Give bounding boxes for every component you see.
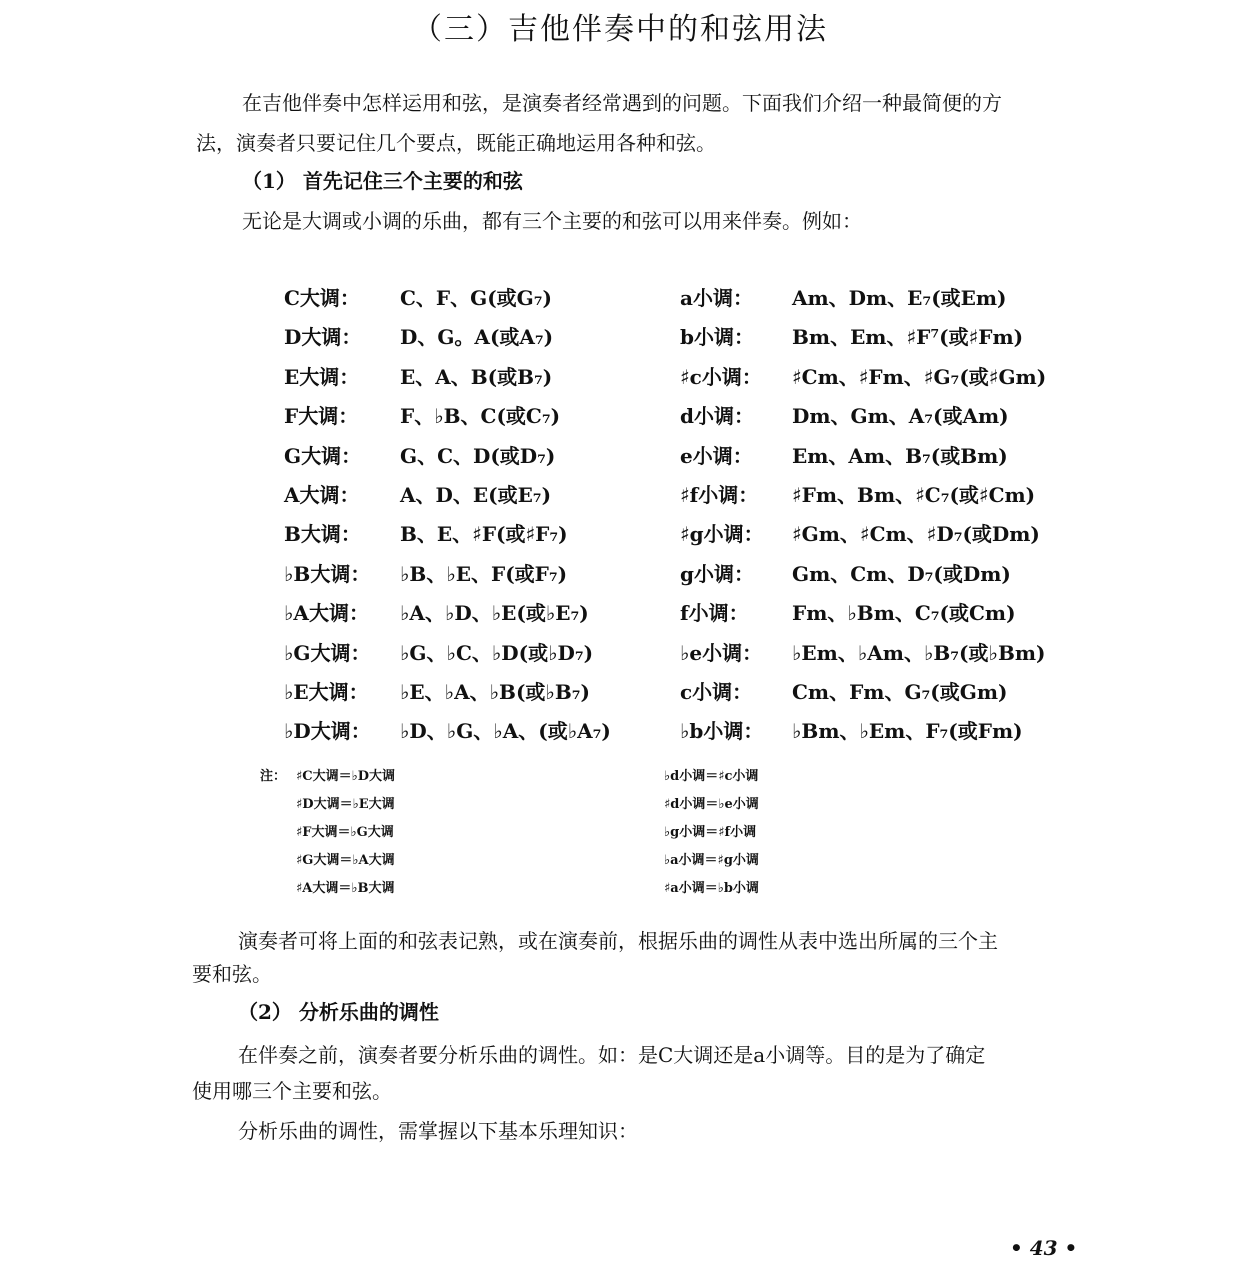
note-label: 注： xyxy=(260,769,287,784)
minor-key-cell: e小调： xyxy=(680,443,753,468)
major-chords-cell: ♭B、♭E、F(或F₇) xyxy=(400,561,568,586)
major-key-cell: D大调： xyxy=(284,325,362,350)
minor-chords-cell: ♭Bm、♭Em、F₇(或Fm) xyxy=(792,719,1023,744)
minor-chords-cell: ♭Em、♭Am、♭B₇(或♭Bm) xyxy=(792,640,1046,665)
minor-chords-cell: Dm、Gm、A₇(或Am) xyxy=(792,404,1009,429)
intro-paragraph-line-2: 法，演奏者只要记住几个要点，既能正确地运用各种和弦。 xyxy=(196,131,716,155)
minor-key-cell: d小调： xyxy=(680,404,754,429)
note-left-item: ♯G大调＝♭A大调 xyxy=(296,853,395,868)
section-2-line-2: 使用哪三个主要和弦。 xyxy=(192,1079,392,1103)
major-chords-cell: A、D、E(或E₇) xyxy=(400,483,552,507)
after-table-line-1: 演奏者可将上面的和弦表记熟，或在演奏前，根据乐曲的调性从表中选出所属的三个主 xyxy=(238,929,998,953)
note-left-item: ♯D大调＝♭E大调 xyxy=(296,797,395,812)
note-left-item: ♯C大调＝♭D大调 xyxy=(296,769,396,784)
major-chords-cell: D、G。A(或A₇) xyxy=(400,325,554,350)
minor-key-cell: ♯g小调： xyxy=(680,522,764,547)
minor-key-cell: ♭b小调： xyxy=(680,719,764,744)
note-right-item: ♭a小调＝♯g小调 xyxy=(664,853,759,868)
minor-chords-cell: Cm、Fm、G₇(或Gm) xyxy=(792,680,1008,704)
major-key-cell: ♭G大调： xyxy=(284,640,371,665)
minor-chords-cell: Fm、♭Bm、C₇(或Cm) xyxy=(792,601,1016,626)
major-key-cell: F大调： xyxy=(284,404,359,429)
section-1-text: 无论是大调或小调的乐曲，都有三个主要的和弦可以用来伴奏。例如： xyxy=(242,209,862,233)
section-2-line-1: 在伴奏之前，演奏者要分析乐曲的调性。如：是C大调还是a小调等。目的是为了确定 xyxy=(238,1043,986,1067)
major-key-cell: C大调： xyxy=(284,286,360,310)
major-chords-cell: ♭G、♭C、♭D(或♭D₇) xyxy=(400,640,594,665)
minor-key-cell: g小调： xyxy=(680,561,754,586)
minor-key-cell: f小调： xyxy=(680,601,749,626)
note-left-item: ♯A大调＝♭B大调 xyxy=(296,881,395,896)
major-chords-cell: ♭A、♭D、♭E(或♭E₇) xyxy=(400,601,589,626)
page-number: • 43 • xyxy=(1010,1236,1078,1260)
section-1-heading: （1） 首先记住三个主要的和弦 xyxy=(242,169,523,193)
major-key-cell: G大调： xyxy=(284,443,362,468)
minor-chords-cell: Gm、Cm、D₇(或Dm) xyxy=(792,561,1011,586)
major-chords-cell: ♭D、♭G、♭A、(或♭A₇) xyxy=(400,719,611,744)
after-table-line-2: 要和弦。 xyxy=(192,962,272,986)
minor-key-cell: ♯f小调： xyxy=(680,483,759,507)
minor-key-cell: b小调： xyxy=(680,325,754,350)
major-chords-cell: G、C、D(或D₇) xyxy=(400,443,556,468)
major-key-cell: ♭A大调： xyxy=(284,601,369,626)
note-left-item: ♯F大调＝♭G大调 xyxy=(296,825,394,840)
major-key-cell: ♭B大调： xyxy=(284,561,371,586)
major-chords-cell: C、F、G(或G₇) xyxy=(400,286,552,310)
major-key-cell: E大调： xyxy=(284,364,360,389)
major-key-cell: ♭D大调： xyxy=(284,719,371,744)
major-key-cell: ♭E大调： xyxy=(284,680,369,704)
note-right-item: ♭d小调＝♯c小调 xyxy=(664,769,759,784)
minor-chords-cell: Bm、Em、♯F⁷(或♯Fm) xyxy=(792,325,1024,350)
minor-chords-cell: Am、Dm、E₇(或Em) xyxy=(792,286,1007,310)
minor-chords-cell: Em、Am、B₇(或Bm) xyxy=(792,443,1008,468)
minor-chords-cell: ♯Cm、♯Fm、♯G₇(或♯Gm) xyxy=(792,364,1047,389)
major-chords-cell: B、E、♯F(或♯F₇) xyxy=(400,522,568,547)
intro-paragraph-line-1: 在吉他伴奏中怎样运用和弦，是演奏者经常遇到的问题。下面我们介绍一种最简便的方 xyxy=(242,91,1002,115)
note-right-item: ♭g小调＝♯f小调 xyxy=(664,825,757,840)
minor-key-cell: a小调： xyxy=(680,286,753,310)
major-key-cell: B大调： xyxy=(284,522,361,547)
minor-chords-cell: ♯Fm、Bm、♯C₇(或♯Cm) xyxy=(792,483,1036,507)
section-2-heading: （2） 分析乐曲的调性 xyxy=(238,1000,439,1024)
section-2-text-2: 分析乐曲的调性，需掌握以下基本乐理知识： xyxy=(238,1119,638,1143)
minor-key-cell: ♭e小调： xyxy=(680,640,763,665)
major-chords-cell: ♭E、♭A、♭B(或♭B₇) xyxy=(400,680,590,704)
major-key-cell: A大调： xyxy=(284,483,360,507)
page-title: （三）吉他伴奏中的和弦用法 xyxy=(412,12,828,47)
minor-key-cell: c小调： xyxy=(680,680,753,704)
minor-chords-cell: ♯Gm、♯Cm、♯D₇(或Dm) xyxy=(792,522,1040,547)
note-right-item: ♯d小调＝♭e小调 xyxy=(664,797,759,812)
note-right-item: ♯a小调＝♭b小调 xyxy=(664,881,759,896)
major-chords-cell: F、♭B、C(或C₇) xyxy=(400,404,561,429)
minor-key-cell: ♯c小调： xyxy=(680,364,762,389)
major-chords-cell: E、A、B(或B₇) xyxy=(400,364,553,389)
